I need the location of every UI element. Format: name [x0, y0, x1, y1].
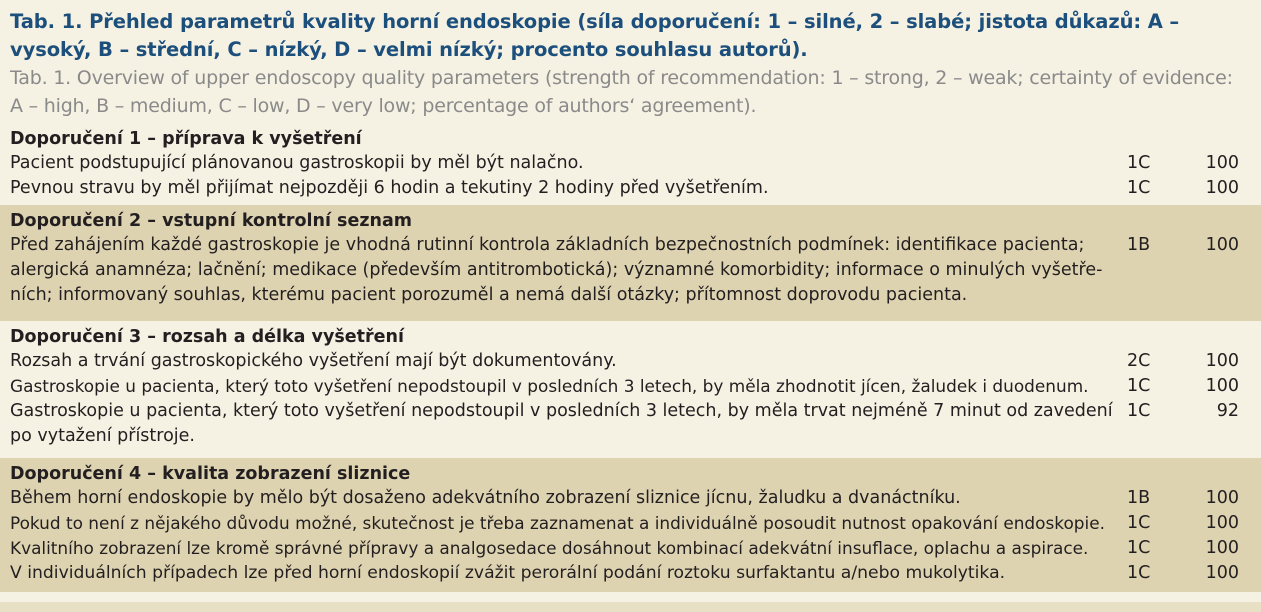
row-text: Pokud to není z nějakého důvodu možné, skutečnost je třeba zaznamenat a individuálně posoudit nutnost opakování endoskopie. — [10, 513, 1105, 533]
table-row — [0, 349, 1261, 374]
row-agreement: 100 — [1205, 153, 1239, 173]
row-grade: 2C — [1127, 351, 1151, 371]
recommendation-section-3 — [0, 321, 1261, 458]
row-agreement: 100 — [1205, 235, 1239, 255]
recommendation-section-2 — [0, 205, 1261, 321]
row-text: Kvalitního zobrazení lze kromě správné přípravy a analgosedace dosáhnout kombinací adekvátní insuflace, oplachu a aspirace. — [10, 538, 1089, 558]
row-grade: 1C — [1127, 513, 1151, 533]
row-grade: 1C — [1127, 563, 1151, 583]
row-grade: 1B — [1127, 235, 1151, 255]
table-caption — [0, 0, 1261, 123]
caption-english: Tab. 1. Overview of upper endoscopy quality parameters (strength of recommendation: 1 – strong, 2 – weak; certainty of evidence: A – high, B – medium, C – low, D – very low; percentage of authors‘ agreement). — [10, 67, 1233, 117]
table-row — [0, 486, 1261, 511]
row-agreement: 92 — [1216, 401, 1239, 421]
row-text: Rozsah a trvání gastroskopického vyšetření mají být dokumentovány. — [10, 351, 617, 371]
row-grade: 1C — [1127, 178, 1151, 198]
caption-czech: Tab. 1. Přehled parametrů kvality horní endoskopie (síla doporučení: 1 – silné, 2 – slabé; jistota důkazů: A – vysoký, B – střední, C – nízký, D – velmi nízký; procento souhlasu autorů). — [10, 10, 1180, 61]
row-agreement: 100 — [1205, 351, 1239, 371]
row-agreement: 100 — [1205, 488, 1239, 508]
row-grade: 1B — [1127, 488, 1151, 508]
table-row — [0, 536, 1261, 561]
row-text: Gastroskopie u pacienta, který toto vyšetření nepodstoupil v posledních 3 letech, by měla trvat nejméně 7 minut od zavedení po vytažení přístroje. — [10, 401, 1113, 446]
row-grade: 1C — [1127, 376, 1151, 396]
row-text: Během horní endoskopie by mělo být dosaženo adekvátního zobrazení sliznice jícnu, žaludku a dvanáctníku. — [10, 488, 961, 508]
row-grade: 1C — [1127, 153, 1151, 173]
row-text: Pevnou stravu by měl přijímat nejpozději 6 hodin a tekutiny 2 hodiny před vyšetřením. — [10, 178, 769, 198]
row-text: Pacient podstupující plánovanou gastroskopii by měl být nalačno. — [10, 153, 584, 173]
row-agreement: 100 — [1205, 513, 1239, 533]
table-row — [0, 561, 1261, 586]
section-title: Doporučení 3 – rozsah a délka vyšetření — [10, 327, 404, 347]
table-row — [0, 151, 1261, 176]
recommendation-section-1 — [0, 123, 1261, 205]
section-title: Doporučení 2 – vstupní kontrolní seznam — [10, 211, 413, 231]
row-text: V individuálních případech lze před horní endoskopií zvážit perorální podání roztoku surfaktantu a/nebo mukolytika. — [10, 563, 1006, 583]
row-agreement: 100 — [1205, 178, 1239, 198]
section-title: Doporučení 4 – kvalita zobrazení sliznice — [10, 464, 411, 484]
table-row — [0, 176, 1261, 201]
row-text: Gastroskopie u pacienta, který toto vyšetření nepodstoupil v posledních 3 letech, by měla zhodnotit jícen, žaludek i duodenum. — [10, 376, 1089, 396]
recommendation-section-4 — [0, 458, 1261, 592]
table-row — [0, 511, 1261, 536]
row-agreement: 100 — [1205, 376, 1239, 396]
section-title: Doporučení 1 – příprava k vyšetření — [10, 129, 362, 149]
bottom-rule — [0, 602, 1261, 612]
row-agreement: 100 — [1205, 538, 1239, 558]
table-row — [0, 399, 1261, 449]
row-text: Před zahájením každé gastroskopie je vhodná rutinní kontrola základních bezpečnostních podmínek: identifikace pacienta; alergická anamnéza; lačnění; medikace (především antitrombotická); významné komorbidity; informace o minulých vyšetře-ních; informovaný souhlas, kterému pacient porozuměl a nemá další otázky; přítomnost doprovodu pacienta. — [10, 235, 1103, 305]
row-grade: 1C — [1127, 538, 1151, 558]
table-row — [0, 374, 1261, 399]
row-agreement: 100 — [1205, 563, 1239, 583]
table-row — [0, 233, 1261, 308]
row-grade: 1C — [1127, 401, 1151, 421]
